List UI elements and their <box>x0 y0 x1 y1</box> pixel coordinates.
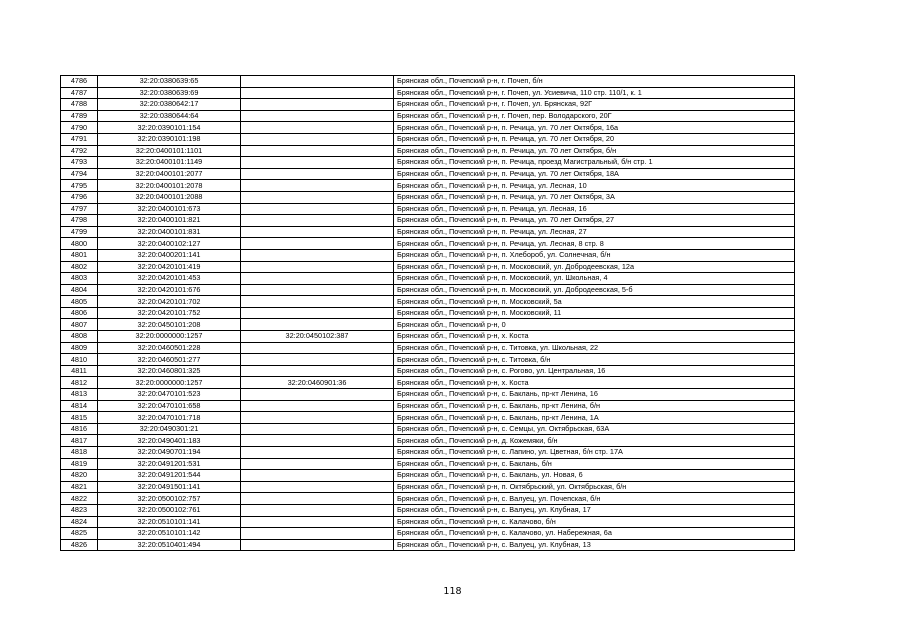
parent-cadastral-number-cell <box>241 504 394 516</box>
table-row <box>61 215 795 227</box>
table-row <box>61 191 795 203</box>
row-number-cell: 4786 <box>61 76 98 88</box>
cadastral-number-cell: 32:20:0510101:142 <box>98 528 241 540</box>
address-cell: Брянская обл., Почепский р-н, с. Калачово, ул. Набережная, 6а <box>394 528 795 540</box>
address-cell: Брянская обл., Почепский р-н, с. Валуец, ул. Клубная, 13 <box>394 539 795 551</box>
parent-cadastral-number-cell <box>241 284 394 296</box>
parent-cadastral-number-cell <box>241 76 394 88</box>
row-number-cell: 4815 <box>61 412 98 424</box>
row-number-cell: 4823 <box>61 504 98 516</box>
parent-cadastral-number-cell <box>241 493 394 505</box>
cadastral-number-cell: 32:20:0510101:141 <box>98 516 241 528</box>
row-number-cell: 4824 <box>61 516 98 528</box>
parent-cadastral-number-cell <box>241 342 394 354</box>
table-row <box>61 481 795 493</box>
table-row <box>61 249 795 261</box>
row-number-cell: 4822 <box>61 493 98 505</box>
address-cell: Брянская обл., Почепский р-н, п. Московский, ул. Добродеевская, 12а <box>394 261 795 273</box>
parent-cadastral-number-cell <box>241 458 394 470</box>
address-cell: Брянская обл., Почепский р-н, с. Баклань, б/н <box>394 458 795 470</box>
row-number-cell: 4792 <box>61 145 98 157</box>
address-cell: Брянская обл., Почепский р-н, х. Коста <box>394 331 795 343</box>
table-row <box>61 389 795 401</box>
row-number-cell: 4795 <box>61 180 98 192</box>
address-cell: Брянская обл., Почепский р-н, с. Титовка, б/н <box>394 354 795 366</box>
cadastral-number-cell: 32:20:0380644:64 <box>98 110 241 122</box>
cadastral-number-cell: 32:20:0420101:419 <box>98 261 241 273</box>
address-cell: Брянская обл., Почепский р-н, п. Октябрьский, ул. Октябрьская, б/н <box>394 481 795 493</box>
address-cell: Брянская обл., Почепский р-н, п. Хлебороб, ул. Солнечная, б/н <box>394 249 795 261</box>
cadastral-number-cell: 32:20:0420101:453 <box>98 273 241 285</box>
table-row <box>61 145 795 157</box>
parent-cadastral-number-cell <box>241 122 394 134</box>
address-cell: Брянская обл., Почепский р-н, с. Валуец, ул. Почепская, б/н <box>394 493 795 505</box>
table-row <box>61 516 795 528</box>
table-row <box>61 342 795 354</box>
table-row <box>61 238 795 250</box>
table-row <box>61 447 795 459</box>
parent-cadastral-number-cell <box>241 215 394 227</box>
row-number-cell: 4810 <box>61 354 98 366</box>
cadastral-number-cell: 32:20:0490401:183 <box>98 435 241 447</box>
parent-cadastral-number-cell <box>241 110 394 122</box>
parent-cadastral-number-cell <box>241 389 394 401</box>
cadastral-number-cell: 32:20:0491201:544 <box>98 470 241 482</box>
address-cell: Брянская обл., Почепский р-н, с. Баклань, ул. Новая, 6 <box>394 470 795 482</box>
address-cell: Брянская обл., Почепский р-н, п. Речица, ул. 70 лет Октября, 3А <box>394 191 795 203</box>
parent-cadastral-number-cell <box>241 226 394 238</box>
table-row <box>61 319 795 331</box>
cadastral-number-cell: 32:20:0390101:198 <box>98 133 241 145</box>
row-number-cell: 4799 <box>61 226 98 238</box>
row-number-cell: 4821 <box>61 481 98 493</box>
cadastral-number-cell: 32:20:0000000:1257 <box>98 331 241 343</box>
parent-cadastral-number-cell: 32:20:0460901:36 <box>241 377 394 389</box>
address-cell: Брянская обл., Почепский р-н, п. Речица, проезд Магистральный, б/н стр. 1 <box>394 157 795 169</box>
row-number-cell: 4803 <box>61 273 98 285</box>
address-cell: Брянская обл., Почепский р-н, п. Московский, 11 <box>394 307 795 319</box>
parent-cadastral-number-cell <box>241 307 394 319</box>
cadastral-number-cell: 32:20:0400102:127 <box>98 238 241 250</box>
row-number-cell: 4814 <box>61 400 98 412</box>
address-cell: Брянская обл., Почепский р-н, п. Речица, ул. 70 лет Октября, 16а <box>394 122 795 134</box>
cadastral-number-cell: 32:20:0400101:2077 <box>98 168 241 180</box>
parent-cadastral-number-cell <box>241 238 394 250</box>
address-cell: Брянская обл., Почепский р-н, п. Речица, ул. Лесная, 10 <box>394 180 795 192</box>
parent-cadastral-number-cell <box>241 412 394 424</box>
parent-cadastral-number-cell <box>241 296 394 308</box>
parent-cadastral-number-cell <box>241 354 394 366</box>
cadastral-number-cell: 32:20:0490301:21 <box>98 423 241 435</box>
address-cell: Брянская обл., Почепский р-н, г. Почеп, пер. Володарского, 20Г <box>394 110 795 122</box>
parent-cadastral-number-cell <box>241 319 394 331</box>
address-cell: Брянская обл., Почепский р-н, п. Речица, ул. 70 лет Октября, 20 <box>394 133 795 145</box>
table-row <box>61 87 795 99</box>
address-cell: Брянская обл., Почепский р-н, п. Речица, ул. Лесная, 8 стр. 8 <box>394 238 795 250</box>
parent-cadastral-number-cell <box>241 87 394 99</box>
parent-cadastral-number-cell <box>241 365 394 377</box>
address-cell: Брянская обл., Почепский р-н, с. Рогово, ул. Центральная, 16 <box>394 365 795 377</box>
table-row <box>61 331 795 343</box>
address-cell: Брянская обл., Почепский р-н, х. Коста <box>394 377 795 389</box>
address-cell: Брянская обл., Почепский р-н, с. Баклань, пр-кт Ленина, 16 <box>394 389 795 401</box>
cadastral-number-cell: 32:20:0490701:194 <box>98 447 241 459</box>
cadastral-number-cell: 32:20:0420101:752 <box>98 307 241 319</box>
parent-cadastral-number-cell <box>241 133 394 145</box>
row-number-cell: 4800 <box>61 238 98 250</box>
table-row <box>61 423 795 435</box>
row-number-cell: 4788 <box>61 99 98 111</box>
row-number-cell: 4790 <box>61 122 98 134</box>
cadastral-number-cell: 32:20:0400101:673 <box>98 203 241 215</box>
table-row <box>61 400 795 412</box>
address-cell: Брянская обл., Почепский р-н, с. Баклань, пр-кт Ленина, б/н <box>394 400 795 412</box>
row-number-cell: 4826 <box>61 539 98 551</box>
row-number-cell: 4813 <box>61 389 98 401</box>
table-row <box>61 365 795 377</box>
row-number-cell: 4825 <box>61 528 98 540</box>
table-row <box>61 76 795 88</box>
table-row <box>61 412 795 424</box>
cadastral-number-cell: 32:20:0380642:17 <box>98 99 241 111</box>
row-number-cell: 4797 <box>61 203 98 215</box>
table-row <box>61 168 795 180</box>
cadastral-number-cell: 32:20:0400201:141 <box>98 249 241 261</box>
row-number-cell: 4801 <box>61 249 98 261</box>
cadastral-number-cell: 32:20:0500102:761 <box>98 504 241 516</box>
row-number-cell: 4812 <box>61 377 98 389</box>
table-row <box>61 296 795 308</box>
parent-cadastral-number-cell <box>241 99 394 111</box>
cadastral-number-cell: 32:20:0470101:718 <box>98 412 241 424</box>
registry-table <box>60 75 795 551</box>
parent-cadastral-number-cell <box>241 516 394 528</box>
table-row <box>61 273 795 285</box>
parent-cadastral-number-cell: 32:20:0450102:387 <box>241 331 394 343</box>
row-number-cell: 4787 <box>61 87 98 99</box>
address-cell: Брянская обл., Почепский р-н, п. Московский, ул. Добродеевская, 5-б <box>394 284 795 296</box>
cadastral-number-cell: 32:20:0491501:141 <box>98 481 241 493</box>
parent-cadastral-number-cell <box>241 203 394 215</box>
parent-cadastral-number-cell <box>241 180 394 192</box>
address-cell: Брянская обл., Почепский р-н, п. Московский, ул. Школьная, 4 <box>394 273 795 285</box>
cadastral-number-cell: 32:20:0400101:2088 <box>98 191 241 203</box>
parent-cadastral-number-cell <box>241 168 394 180</box>
row-number-cell: 4796 <box>61 191 98 203</box>
table-row <box>61 261 795 273</box>
table-row <box>61 99 795 111</box>
cadastral-number-cell: 32:20:0380639:69 <box>98 87 241 99</box>
address-cell: Брянская обл., Почепский р-н, с. Титовка, ул. Школьная, 22 <box>394 342 795 354</box>
row-number-cell: 4808 <box>61 331 98 343</box>
table-row <box>61 377 795 389</box>
row-number-cell: 4809 <box>61 342 98 354</box>
cadastral-number-cell: 32:20:0380639:65 <box>98 76 241 88</box>
row-number-cell: 4807 <box>61 319 98 331</box>
parent-cadastral-number-cell <box>241 273 394 285</box>
parent-cadastral-number-cell <box>241 400 394 412</box>
cadastral-number-cell: 32:20:0500102:757 <box>98 493 241 505</box>
table-row <box>61 203 795 215</box>
parent-cadastral-number-cell <box>241 145 394 157</box>
registry-table-body <box>61 76 795 551</box>
table-row <box>61 493 795 505</box>
parent-cadastral-number-cell <box>241 481 394 493</box>
row-number-cell: 4794 <box>61 168 98 180</box>
cadastral-number-cell: 32:20:0460501:277 <box>98 354 241 366</box>
address-cell: Брянская обл., Почепский р-н, с. Валуец, ул. Клубная, 17 <box>394 504 795 516</box>
cadastral-number-cell: 32:20:0460801:325 <box>98 365 241 377</box>
cadastral-number-cell: 32:20:0460501:228 <box>98 342 241 354</box>
table-row <box>61 504 795 516</box>
address-cell: Брянская обл., Почепский р-н, г. Почеп, б/н <box>394 76 795 88</box>
cadastral-number-cell: 32:20:0400101:1101 <box>98 145 241 157</box>
row-number-cell: 4805 <box>61 296 98 308</box>
table-row <box>61 133 795 145</box>
table-row <box>61 354 795 366</box>
table-row <box>61 284 795 296</box>
page-number: 118 <box>443 586 462 597</box>
cadastral-number-cell: 32:20:0390101:154 <box>98 122 241 134</box>
parent-cadastral-number-cell <box>241 447 394 459</box>
row-number-cell: 4804 <box>61 284 98 296</box>
cadastral-number-cell: 32:20:0470101:658 <box>98 400 241 412</box>
address-cell: Брянская обл., Почепский р-н, г. Почеп, ул. Брянская, 92Г <box>394 99 795 111</box>
row-number-cell: 4811 <box>61 365 98 377</box>
row-number-cell: 4819 <box>61 458 98 470</box>
parent-cadastral-number-cell <box>241 249 394 261</box>
table-row <box>61 110 795 122</box>
address-cell: Брянская обл., Почепский р-н, г. Почеп, ул. Усиевича, 110 стр. 110/1, к. 1 <box>394 87 795 99</box>
address-cell: Брянская обл., Почепский р-н, п. Московский, 5а <box>394 296 795 308</box>
table-row <box>61 180 795 192</box>
parent-cadastral-number-cell <box>241 191 394 203</box>
cadastral-number-cell: 32:20:0400101:1149 <box>98 157 241 169</box>
parent-cadastral-number-cell <box>241 157 394 169</box>
parent-cadastral-number-cell <box>241 435 394 447</box>
table-row <box>61 528 795 540</box>
row-number-cell: 4802 <box>61 261 98 273</box>
address-cell: Брянская обл., Почепский р-н, с. Калачово, б/н <box>394 516 795 528</box>
row-number-cell: 4798 <box>61 215 98 227</box>
row-number-cell: 4793 <box>61 157 98 169</box>
table-row <box>61 458 795 470</box>
address-cell: Брянская обл., Почепский р-н, п. Речица, ул. Лесная, 27 <box>394 226 795 238</box>
row-number-cell: 4816 <box>61 423 98 435</box>
cadastral-number-cell: 32:20:0470101:523 <box>98 389 241 401</box>
row-number-cell: 4820 <box>61 470 98 482</box>
cadastral-number-cell: 32:20:0400101:831 <box>98 226 241 238</box>
address-cell: Брянская обл., Почепский р-н, 0 <box>394 319 795 331</box>
table-row <box>61 122 795 134</box>
address-cell: Брянская обл., Почепский р-н, п. Речица, ул. Лесная, 16 <box>394 203 795 215</box>
cadastral-number-cell: 32:20:0491201:531 <box>98 458 241 470</box>
table-row <box>61 157 795 169</box>
row-number-cell: 4791 <box>61 133 98 145</box>
row-number-cell: 4817 <box>61 435 98 447</box>
parent-cadastral-number-cell <box>241 261 394 273</box>
address-cell: Брянская обл., Почепский р-н, п. Речица, ул. 70 лет Октября, б/н <box>394 145 795 157</box>
cadastral-number-cell: 32:20:0000000:1257 <box>98 377 241 389</box>
parent-cadastral-number-cell <box>241 539 394 551</box>
parent-cadastral-number-cell <box>241 528 394 540</box>
address-cell: Брянская обл., Почепский р-н, п. Речица, ул. 70 лет Октября, 27 <box>394 215 795 227</box>
row-number-cell: 4818 <box>61 447 98 459</box>
parent-cadastral-number-cell <box>241 423 394 435</box>
address-cell: Брянская обл., Почепский р-н, п. Речица, ул. 70 лет Октября, 18А <box>394 168 795 180</box>
table-row <box>61 539 795 551</box>
table-row <box>61 307 795 319</box>
address-cell: Брянская обл., Почепский р-н, с. Семцы, ул. Октябрьская, 63А <box>394 423 795 435</box>
cadastral-number-cell: 32:20:0420101:702 <box>98 296 241 308</box>
parent-cadastral-number-cell <box>241 470 394 482</box>
cadastral-number-cell: 32:20:0400101:2078 <box>98 180 241 192</box>
cadastral-number-cell: 32:20:0400101:821 <box>98 215 241 227</box>
table-row <box>61 435 795 447</box>
cadastral-number-cell: 32:20:0510401:494 <box>98 539 241 551</box>
table-row <box>61 470 795 482</box>
cadastral-number-cell: 32:20:0420101:676 <box>98 284 241 296</box>
cadastral-number-cell: 32:20:0450101:208 <box>98 319 241 331</box>
row-number-cell: 4789 <box>61 110 98 122</box>
address-cell: Брянская обл., Почепский р-н, д. Кожемяки, б/н <box>394 435 795 447</box>
row-number-cell: 4806 <box>61 307 98 319</box>
address-cell: Брянская обл., Почепский р-н, с. Баклань, пр-кт Ленина, 1А <box>394 412 795 424</box>
address-cell: Брянская обл., Почепский р-н, с. Лапино, ул. Цветная, б/н стр. 17А <box>394 447 795 459</box>
table-row <box>61 226 795 238</box>
